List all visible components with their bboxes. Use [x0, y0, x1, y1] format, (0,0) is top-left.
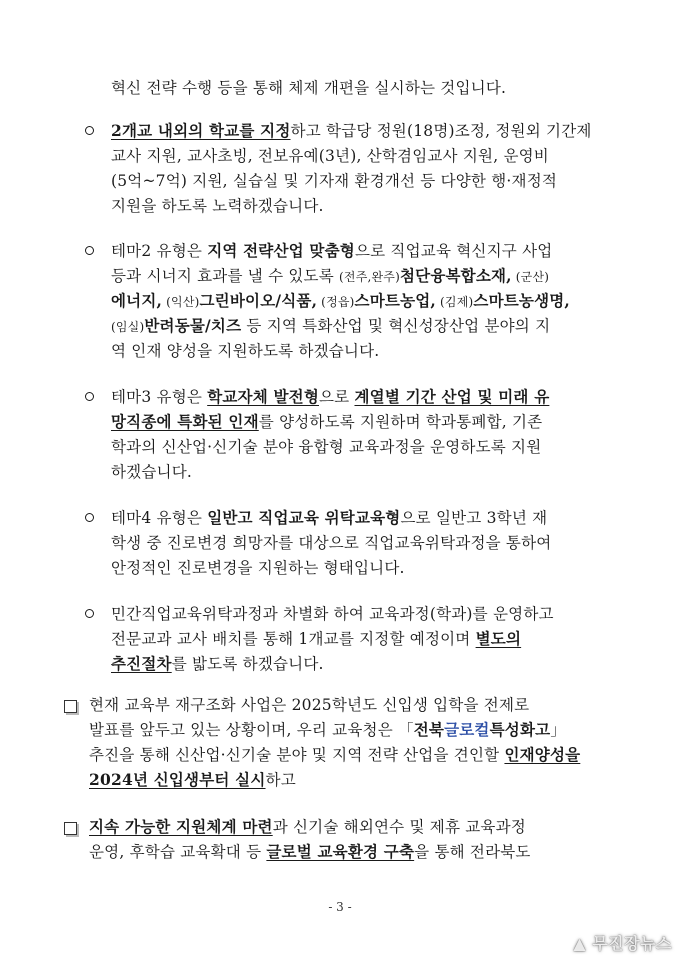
bullet3-line2	[111, 412, 542, 432]
bullet1-line2: 교사 지원, 교사초빙, 전보유예(3년), 산학겸임교사 지원, 운영비	[111, 147, 549, 165]
circle-bullet-icon	[85, 126, 94, 135]
bold-text: 반려동물/치즈	[144, 316, 242, 335]
text: 으로 일반고 3학년 재	[400, 509, 548, 527]
text: 를 양성하도록 지원하며 학과통폐합, 기존	[258, 413, 543, 431]
text: 테마3 유형은	[111, 388, 208, 406]
box1-line1: 현재 교육부 재구조화 사업은 2025학년도 신입생 입학을 전제로	[89, 696, 530, 714]
bold-underline-text: 계열별 기간 산업 및 미래 유	[354, 387, 550, 406]
text: 등과 시너지 효과를 낼 수 있도록	[111, 267, 340, 285]
bold-underline-text: 글로벌 교육환경 구축	[266, 842, 415, 861]
text: 」	[550, 721, 567, 739]
circle-bullet-icon	[85, 609, 94, 618]
intro-line: 혁신 전략 수행 등을 통해 체제 개편을 실시하는 것입니다.	[111, 79, 507, 97]
bold-text: 에너지,	[111, 291, 163, 310]
text: 추진을 통해 신산업·신기술 분야 및 지역 전략 산업을 견인할	[89, 746, 505, 764]
bold-text: 전북	[413, 720, 445, 739]
text: 으로 직업교육 혁신지구 사업	[354, 242, 553, 260]
circle-bullet-icon	[85, 392, 94, 401]
bold-text: 지역 전략산업 맞춤형	[207, 241, 355, 260]
page-number: - 3 -	[328, 900, 352, 914]
watermark-logo: ▲ 무진장뉴스	[573, 934, 672, 953]
bold-underline-text: 학교자체 발전형	[207, 387, 319, 406]
text: 테마4 유형은	[111, 509, 208, 527]
bold-underline-text: 2024년 신입생부터 실시	[89, 770, 266, 789]
bold-text: 스마트농생명,	[473, 291, 571, 310]
text: 전문교과 교사 배치를 통해 1개교를 지정할 예정이며	[111, 630, 476, 648]
bullet2-line5: 역 인재 양성을 지원하도록 하겠습니다.	[111, 342, 380, 360]
box1-line4	[89, 770, 296, 790]
bold-text: 첨단융복합소재,	[399, 266, 512, 285]
bold-underline-text: 지속 가능한 지원체계 마련	[89, 817, 273, 836]
text: 운영, 후학습 교육확대 등	[89, 843, 267, 861]
bold-text: 특성화고	[489, 720, 551, 739]
bullet5-line3	[111, 654, 324, 674]
box1-line3	[89, 745, 580, 765]
bold-underline-text: 망직종에 특화된 인재	[111, 412, 259, 431]
region-tag: (임실)	[111, 320, 145, 334]
bullet2-line3	[111, 291, 570, 312]
region-tag: (정읍)	[317, 295, 355, 309]
bullet5-line2	[111, 629, 521, 649]
bullet4-line1	[111, 508, 547, 528]
box2-line1	[89, 817, 526, 837]
bullet2-line4	[111, 316, 550, 337]
square-bullet-icon	[64, 700, 77, 713]
bullet1-highlight: 2개교 내외의 학교를 지정	[111, 121, 291, 140]
bold-text: 그린바이오/식품,	[199, 291, 318, 310]
text: 등 지역 특화산업 및 혁신성장산업 분야의 지	[241, 317, 551, 335]
text: 으로	[319, 388, 355, 406]
bullet2-line2	[111, 266, 549, 287]
glocal-highlight: 글로컬	[444, 720, 490, 739]
bullet3-line4: 하겠습니다.	[111, 463, 192, 481]
text: 를 밟도록 하겠습니다.	[171, 655, 324, 673]
box1-line2	[89, 720, 566, 740]
text: 테마2 유형은	[111, 242, 208, 260]
bold-underline-text: 별도의	[475, 629, 522, 648]
bullet4-line3: 안정적인 진로변경을 지원하는 형태입니다.	[111, 559, 405, 577]
circle-bullet-icon	[85, 513, 94, 522]
bold-text: 일반고 직업교육 위탁교육형	[207, 508, 401, 527]
text: 과 신기술 해외연수 및 제휴 교육과정	[272, 818, 526, 836]
bold-text: 스마트농업,	[354, 291, 437, 310]
circle-bullet-icon	[85, 246, 94, 255]
text: 발표를 앞두고 있는 상황이며, 우리 교육청은 「	[89, 721, 414, 739]
region-tag: (익산)	[162, 295, 200, 309]
bullet4-line2: 학생 중 진로변경 희망자를 대상으로 직업교육위탁과정을 통하여	[111, 534, 552, 552]
bold-underline-text: 추진절차	[111, 654, 172, 673]
bullet3-line1	[111, 387, 549, 407]
bullet3-line3: 학과의 신산업·신기술 분야 융합형 교육과정을 운영하도록 지원	[111, 438, 542, 456]
bullet1-line4: 지원을 하도록 노력하겠습니다.	[111, 197, 324, 215]
text: 을 통해 전라북도	[414, 843, 531, 861]
bullet1-line1	[111, 121, 592, 141]
box2-line2	[89, 842, 531, 862]
region-tag: (군산)	[511, 270, 550, 284]
square-bullet-icon	[64, 822, 77, 835]
bullet2-line1	[111, 241, 552, 261]
bullet5-line1: 민간직업교육위탁과정과 차별화 하여 교육과정(학과)를 운영하고	[111, 605, 554, 623]
text: 하고	[265, 771, 296, 789]
bullet1-line3: (5억~7억) 지원, 실습실 및 기자재 환경개선 등 다양한 행·재정적	[111, 172, 558, 190]
region-tag: (전주,완주)	[339, 270, 400, 284]
bold-underline-text: 인재양성을	[504, 745, 581, 764]
region-tag: (김제)	[436, 295, 474, 309]
bullet1-text: 하고 학급당 정원(18명)조정, 정원외 기간제	[290, 122, 592, 140]
